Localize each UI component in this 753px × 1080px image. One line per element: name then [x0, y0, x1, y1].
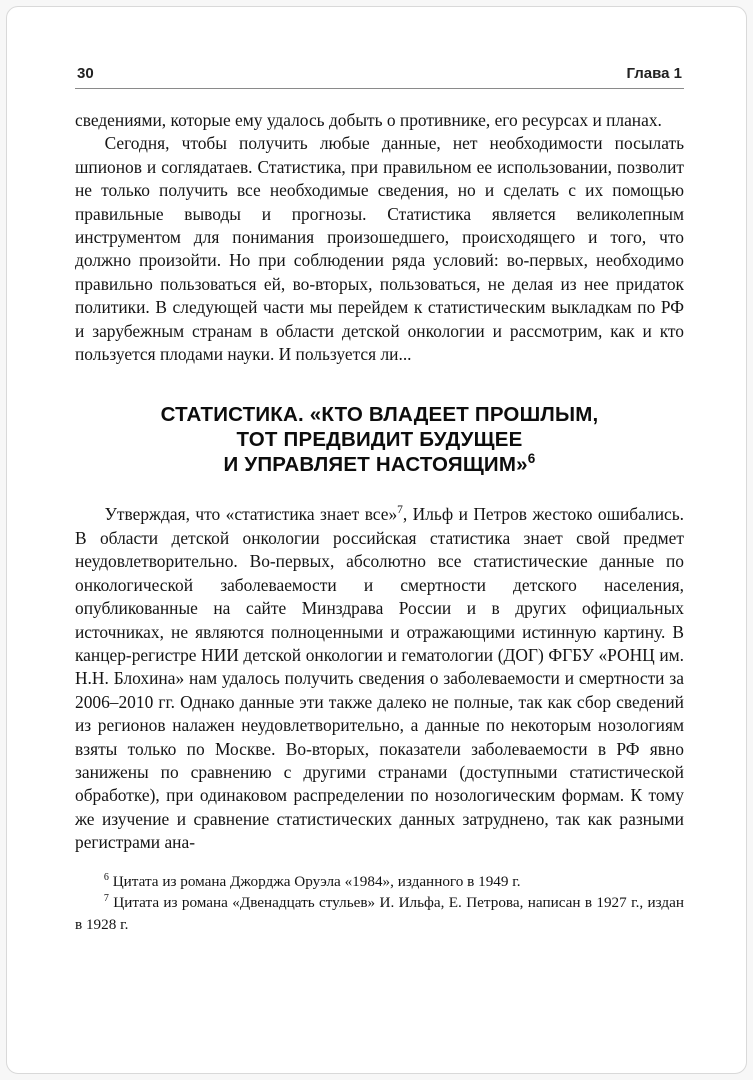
heading-line-3: И УПРАВЛЯЕТ НАСТОЯЩИМ» — [223, 453, 528, 477]
footnote-ref-6: 6 — [527, 451, 536, 467]
footnote-marker-6: 6 — [103, 871, 109, 883]
section-heading — [75, 402, 684, 477]
paragraph: Сегодня, чтобы получить любые данные, нет необходимости посылать шпионов и соглядатаев. Статистика, при правильном ее использовании, позволит не только получить все необходимые сведения, но и сделать с их помощью правильные выводы и прогнозы. Статистика является великолепным инструментом для понимания произошедшего, происходящего и того, что должно произойти. Но при соблюдении ряда условий: во-первых, необходимо правильно пользоваться ей, во-вторых, пользоваться, не делая из нее придаток политики. В следующей части мы перейдем к статистическим выкладкам по РФ и зарубежным странам в области детской онкологии и рассмотрим, как и кто пользуется плодами науки. И пользуется ли... — [75, 133, 684, 365]
footnote — [75, 871, 684, 893]
footnotes — [75, 871, 684, 936]
paragraph-text-after-ref: , Ильф и Петров жестоко ошибались. В области детской онкологии российская статистика знает свой предмет неудовлетворительно. Во-первых, абсолютно все статистические данные по онкологической заболеваемости и смертности детского населения, опубликованные на сайте Минздрава России и в других официальных источниках, не являются полноценными и отражающими истинную картину. В канцер-регистре НИИ детской онкологии и гематологии (ДОГ) ФГБУ «РОНЦ им. Н.Н. Блохина» нам удалось получить сведения о заболеваемости и смертности за 2006–2010 гг. Однако данные эти также далеко не полные, так как сбор сведений из регионов налажен неудовлетворительно, а данные по некоторым нозологиям взяты только по Москве. Во-вторых, показатели заболеваемости в РФ явно занижены по сравнению с другими странами (доступными статистической обработке), при одинаковом распределении по нозологическим формам. К тому же изучение и сравнение статистических данных затруднено, так как разными регистрами ана- — [75, 504, 684, 853]
paragraph — [75, 503, 684, 854]
footnote-text: Цитата из романа Джорджа Оруэла «1984», изданного в 1949 г. — [108, 872, 521, 890]
page-body — [75, 109, 684, 935]
footnote — [75, 892, 684, 935]
paragraph-text-before-ref: Утверждая, что «статистика знает все» — [104, 504, 398, 525]
heading-line-1: СТАТИСТИКА. «КТО ВЛАДЕЕТ ПРОШЛЫМ, — [160, 403, 599, 427]
heading-line-2: ТОТ ПРЕДВИДИТ БУДУЩЕЕ — [236, 428, 523, 452]
book-page — [6, 6, 747, 1074]
footnote-text: Цитата из романа «Двенадцать стульев» И. Ильфа, Е. Петрова, написан в 1927 г., издан в 1928 г. — [75, 894, 684, 933]
chapter-title: Глава 1 — [626, 65, 682, 82]
footnote-ref-7: 7 — [397, 504, 403, 517]
paragraph-continuation: сведениями, которые ему удалось добыть о противнике, его ресурсах и планах. — [75, 110, 662, 130]
page-header — [75, 65, 684, 89]
footnote-marker-7: 7 — [103, 893, 109, 904]
page-number: 30 — [77, 65, 94, 82]
